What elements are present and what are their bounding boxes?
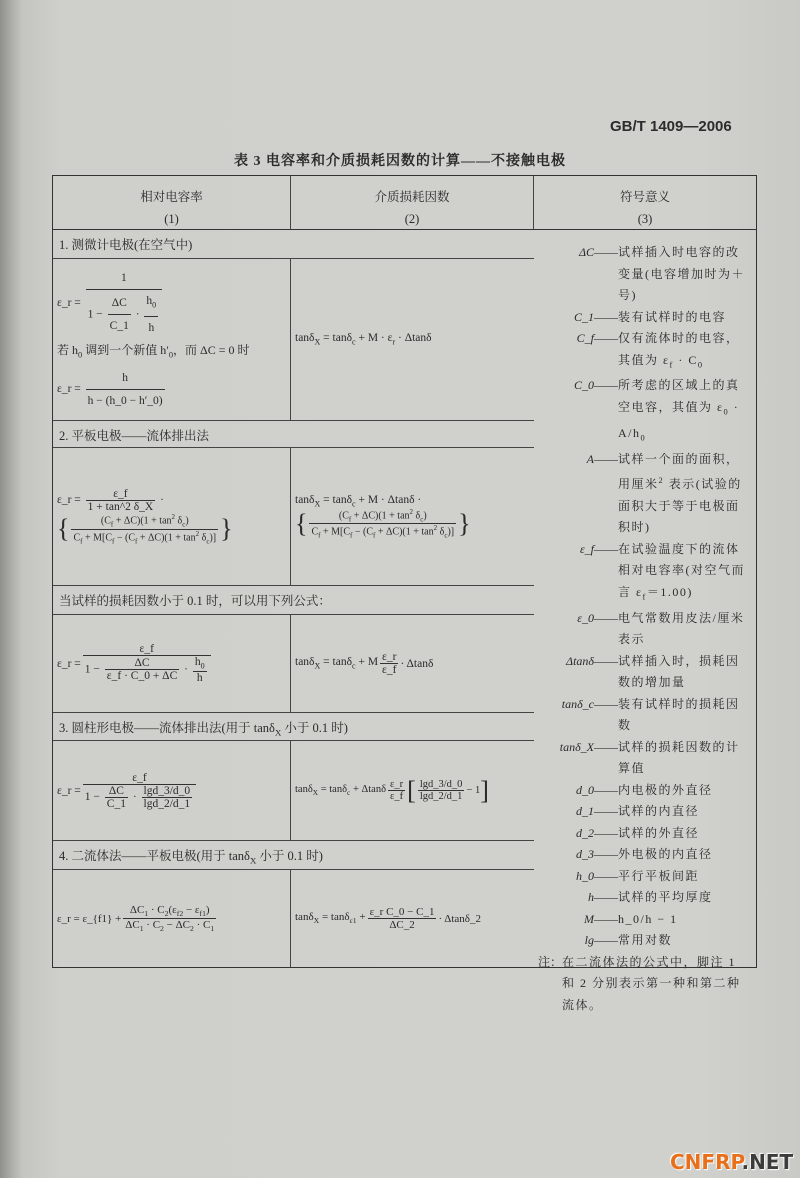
- standard-number: GB/T 1409—2006: [610, 118, 732, 135]
- calculation-table: [52, 175, 757, 1012]
- legend-item: [538, 375, 750, 448]
- column-label: 符号意义: [619, 190, 670, 204]
- legend-symbol: M: [584, 911, 594, 926]
- numerator: lgd_3/d_0: [143, 784, 191, 797]
- formula-text: · Δtanδ_2: [438, 912, 481, 925]
- legend-symbol: ΔC: [578, 245, 594, 259]
- legend-symbol: tanδ_X: [559, 739, 594, 754]
- denominator: C_1: [109, 320, 129, 333]
- table-title: 表 3 电容率和介质损耗因数的计算——不接触电极: [234, 154, 566, 169]
- formula-text: tanδ$_X$ = tanδ$_{\varepsilon 1}$ +: [295, 911, 366, 926]
- legend-dash: ——: [594, 782, 618, 797]
- legend-symbol: d_3: [576, 847, 594, 862]
- denominator: h − (h_0 − h′_0): [87, 394, 163, 407]
- formula-text: ε_r =: [57, 784, 81, 797]
- legend-dash: ——: [594, 610, 618, 625]
- legend-description: 在试验温度下的流体相对电容率(对空气而言 $\varepsilon_f=1.00$): [618, 541, 745, 602]
- section-1-permittivity-formula: [53, 259, 291, 421]
- legend-symbol: lg: [584, 933, 594, 948]
- formula-text: ·: [160, 494, 164, 507]
- legend-item: [538, 823, 750, 845]
- section-1-loss-formula: [291, 259, 534, 421]
- legend-symbol: d_0: [576, 782, 594, 797]
- column-number: (1): [164, 212, 179, 226]
- denominator: 1 + tan^2 δ_X: [87, 501, 154, 514]
- legend-item: [538, 694, 750, 737]
- right-bracket: ]: [480, 775, 489, 805]
- formula-text: 1 −: [87, 308, 103, 321]
- left-bracket: [: [407, 775, 416, 805]
- legend-symbol: C_1: [573, 309, 594, 324]
- left-brace: {: [295, 508, 308, 538]
- numerator: $\Delta C_1 \cdot C_2(\varepsilon_{f2} - \varepsilon_{f1})$: [123, 904, 216, 919]
- formula-text: 1 −: [84, 790, 100, 803]
- legend-symbol: A: [586, 451, 594, 466]
- denominator: ΔC_2: [389, 919, 415, 931]
- legend-dash: ——: [594, 868, 618, 883]
- formula-text: ε_r =: [57, 296, 81, 309]
- formula-text: 1 −: [84, 663, 100, 676]
- section-2-permittivity-formula: [53, 448, 291, 586]
- numerator: ε_r: [390, 779, 404, 790]
- legend-description: 试样插入时电容的改变量(电容增加时为＋号): [618, 245, 745, 302]
- legend-description: 试样的外直径: [618, 825, 700, 840]
- numerator: 1: [86, 267, 163, 290]
- legend-description: 试样的损耗因数的计算值: [618, 739, 740, 776]
- legend-description: 电气常数用皮法/厘米表示: [618, 610, 745, 647]
- numerator: lgd_3/d_0: [419, 779, 463, 790]
- legend-description: 平行平板间距: [618, 868, 700, 883]
- denominator: C_1: [106, 797, 126, 810]
- legend-description: 仅有流体时的电容，其值为 $\varepsilon_f \cdot C_0$: [618, 331, 740, 369]
- denominator: $C_f + M[C_f - (C_f + \Delta C)(1 + \tan^2 \delta_c)]$: [73, 529, 217, 545]
- denominator: h: [196, 671, 203, 684]
- legend-item: [538, 737, 750, 780]
- formula-text: tanδ$_X$ = tanδ$_c$ + M · Δtanδ ·: [295, 493, 422, 508]
- legend-symbol: h_0: [576, 868, 594, 883]
- section-1-title: 1. 测微计电极(在空气中): [53, 230, 534, 259]
- legend-item: [538, 780, 750, 802]
- legend-dash: ——: [594, 847, 618, 862]
- legend-description: 试样的内直径: [618, 804, 700, 819]
- numerator: ε_f: [86, 488, 156, 501]
- section-3-permittivity-formula: [53, 741, 291, 841]
- legend-description: 装有试样时的损耗因数: [618, 696, 740, 733]
- legend-description: 装有试样时的电容: [618, 309, 727, 324]
- numerator: ε_r C_0 − C_1: [369, 906, 435, 918]
- legend-item: [538, 801, 750, 823]
- legend-dash: ——: [594, 696, 618, 711]
- formula-text: · Δtanδ: [400, 657, 434, 670]
- right-brace: }: [458, 508, 471, 538]
- formula-text: tanδ$_X$ = tanδ$_c$ + M: [295, 656, 379, 671]
- legend-symbol: ε_0: [577, 610, 594, 625]
- legend-item: [538, 449, 750, 539]
- legend-dash: ——: [594, 653, 618, 668]
- legend-item: [538, 307, 750, 329]
- denominator: lgd_2/d_1: [419, 791, 463, 802]
- formula-text: ε_r = ε_{f1} +: [57, 912, 122, 925]
- section-4-permittivity-formula: [53, 870, 291, 967]
- legend-dash: ——: [594, 309, 618, 324]
- denominator: ε_f · C_0 + ΔC: [106, 670, 178, 683]
- column-header-loss-factor: [291, 176, 534, 230]
- section-3-loss-formula: [291, 741, 534, 841]
- formula-text: ·: [132, 790, 137, 803]
- legend-item: [538, 844, 750, 866]
- legend-item: [538, 909, 750, 931]
- legend-dash: ——: [594, 245, 618, 259]
- fraction: [86, 267, 163, 339]
- right-brace: }: [220, 514, 233, 543]
- legend-symbol: d_1: [576, 804, 594, 819]
- numerator: h: [86, 367, 165, 390]
- legend-dash: ——: [594, 911, 618, 926]
- watermark-logo: [670, 1150, 793, 1174]
- legend-description: 所考虑的区域上的真空电容，其值为 $\varepsilon_0 \cdot A/h_0$: [618, 378, 740, 443]
- legend-symbol: d_2: [576, 825, 594, 840]
- legend-dash: ——: [594, 541, 618, 556]
- legend-description: 试样的平均厚度: [618, 890, 713, 905]
- note-text: 在二流体法的公式中，脚注 1 和 2 分别表示第一种和第二种流体。: [562, 954, 741, 1012]
- fraction: [86, 367, 165, 412]
- watermark-text: CNFRP: [670, 1150, 742, 1174]
- formula-text: ·: [184, 663, 188, 676]
- column-number: (2): [404, 212, 420, 226]
- formula-text: tanδ$_X$ = tanδ$_c$ + Δtanδ: [295, 783, 387, 798]
- numerator: ΔC: [105, 657, 179, 670]
- legend-symbol: h: [588, 890, 594, 905]
- legend-dash: ——: [594, 890, 618, 905]
- column-header-permittivity: [53, 176, 291, 230]
- legend-symbol: C_0: [573, 378, 594, 393]
- formula-text: $\tan\delta_X = \tan\delta_c + M \cdot \varepsilon_r \cdot \Delta\tan\delta$: [295, 332, 432, 347]
- legend-item: [538, 866, 750, 888]
- denominator: ε_f: [390, 791, 404, 802]
- legend-description: 试样一个面的面积，用厘米$^2$ 表示(试验的面积大于等于电极面积时): [618, 451, 742, 535]
- numerator: ΔC: [105, 785, 128, 798]
- numerator: $(C_f + \Delta C)(1 + \tan^2 \delta_c)$: [309, 508, 456, 524]
- watermark-text: .NET: [741, 1150, 794, 1174]
- symbol-legend: [534, 230, 756, 1012]
- column-label: 介质损耗因数: [374, 190, 450, 204]
- denominator: ε_f: [382, 664, 397, 676]
- numerator: $h_0$: [194, 656, 205, 671]
- note-label: 注：: [538, 954, 563, 969]
- denominator: h: [148, 322, 155, 335]
- denominator: lgd_2/d_1: [143, 797, 191, 810]
- legend-symbol: ε_f: [579, 541, 594, 556]
- numerator: ε_r: [382, 651, 397, 663]
- legend-symbol: tanδ_c: [561, 696, 594, 711]
- legend-item: [538, 930, 750, 952]
- legend-dash: ——: [594, 451, 618, 466]
- denominator: $C_f + M[C_f - (C_f + \Delta C)(1 + \tan^2 \delta_c)]$: [311, 524, 455, 540]
- formula-text: ε_r =: [57, 382, 81, 395]
- section-2-loss-formula: [291, 448, 534, 586]
- legend-description: 常用对数: [618, 933, 673, 948]
- numerator: ΔC: [108, 292, 131, 315]
- legend-item: [538, 608, 750, 651]
- condition-text: 若 $h_0$ 调到一个新值 $h'_0$，而 ΔC = 0 时: [57, 343, 250, 360]
- section-3-title: 3. 圆柱形电极——流体排出法(用于 tanδ$_X$ 小于 0.1 时): [53, 713, 534, 741]
- legend-dash: ——: [594, 933, 618, 948]
- legend-note: [538, 952, 750, 1017]
- column-label: 相对电容率: [140, 190, 203, 204]
- legend-description: 试样插入时，损耗因数的增加量: [618, 653, 740, 690]
- low-loss-loss-formula: [291, 615, 534, 713]
- section-2-title: 2. 平板电极——流体排出法: [53, 421, 534, 448]
- legend-description: h_0/h − 1: [618, 911, 678, 926]
- legend-symbol: Δtanδ: [566, 653, 594, 668]
- legend-description: 外电极的内直径: [618, 847, 713, 862]
- left-brace: {: [57, 514, 70, 543]
- formula-text: ε_r =: [57, 657, 81, 670]
- numerator: $(C_f + \Delta C)(1 + \tan^2 \delta_c)$: [71, 513, 218, 529]
- numerator: ε_f: [83, 772, 196, 785]
- formula-text: − 1: [466, 785, 481, 796]
- section-4-title: 4. 二流体法——平板电极(用于 tanδ$_X$ 小于 0.1 时): [53, 841, 534, 870]
- legend-dash: ——: [594, 331, 618, 345]
- legend-dash: ——: [594, 804, 618, 819]
- legend-symbol: C_f: [576, 331, 594, 345]
- section-4-loss-formula: [291, 870, 534, 967]
- formula-text: ε_r =: [57, 494, 81, 507]
- numerator: $h_0$: [144, 290, 158, 317]
- low-loss-permittivity-formula: [53, 615, 291, 713]
- legend-item: [538, 651, 750, 694]
- column-header-symbols: [534, 176, 756, 230]
- numerator: ε_f: [83, 643, 211, 656]
- legend-item: [538, 242, 750, 307]
- legend-dash: ——: [594, 739, 618, 754]
- low-loss-note: 当试样的损耗因数小于 0.1 时，可以用下列公式：: [53, 586, 534, 615]
- legend-dash: ——: [594, 378, 618, 393]
- column-number: (3): [637, 212, 653, 226]
- formula-text: ·: [135, 308, 140, 321]
- legend-item: [538, 887, 750, 909]
- legend-item: [538, 328, 750, 375]
- legend-item: [538, 539, 750, 608]
- denominator: $\Delta C_1 \cdot C_2 - \Delta C_2 \cdot C_1$: [125, 919, 215, 934]
- legend-dash: ——: [594, 825, 618, 840]
- legend-description: 内电极的外直径: [618, 782, 713, 797]
